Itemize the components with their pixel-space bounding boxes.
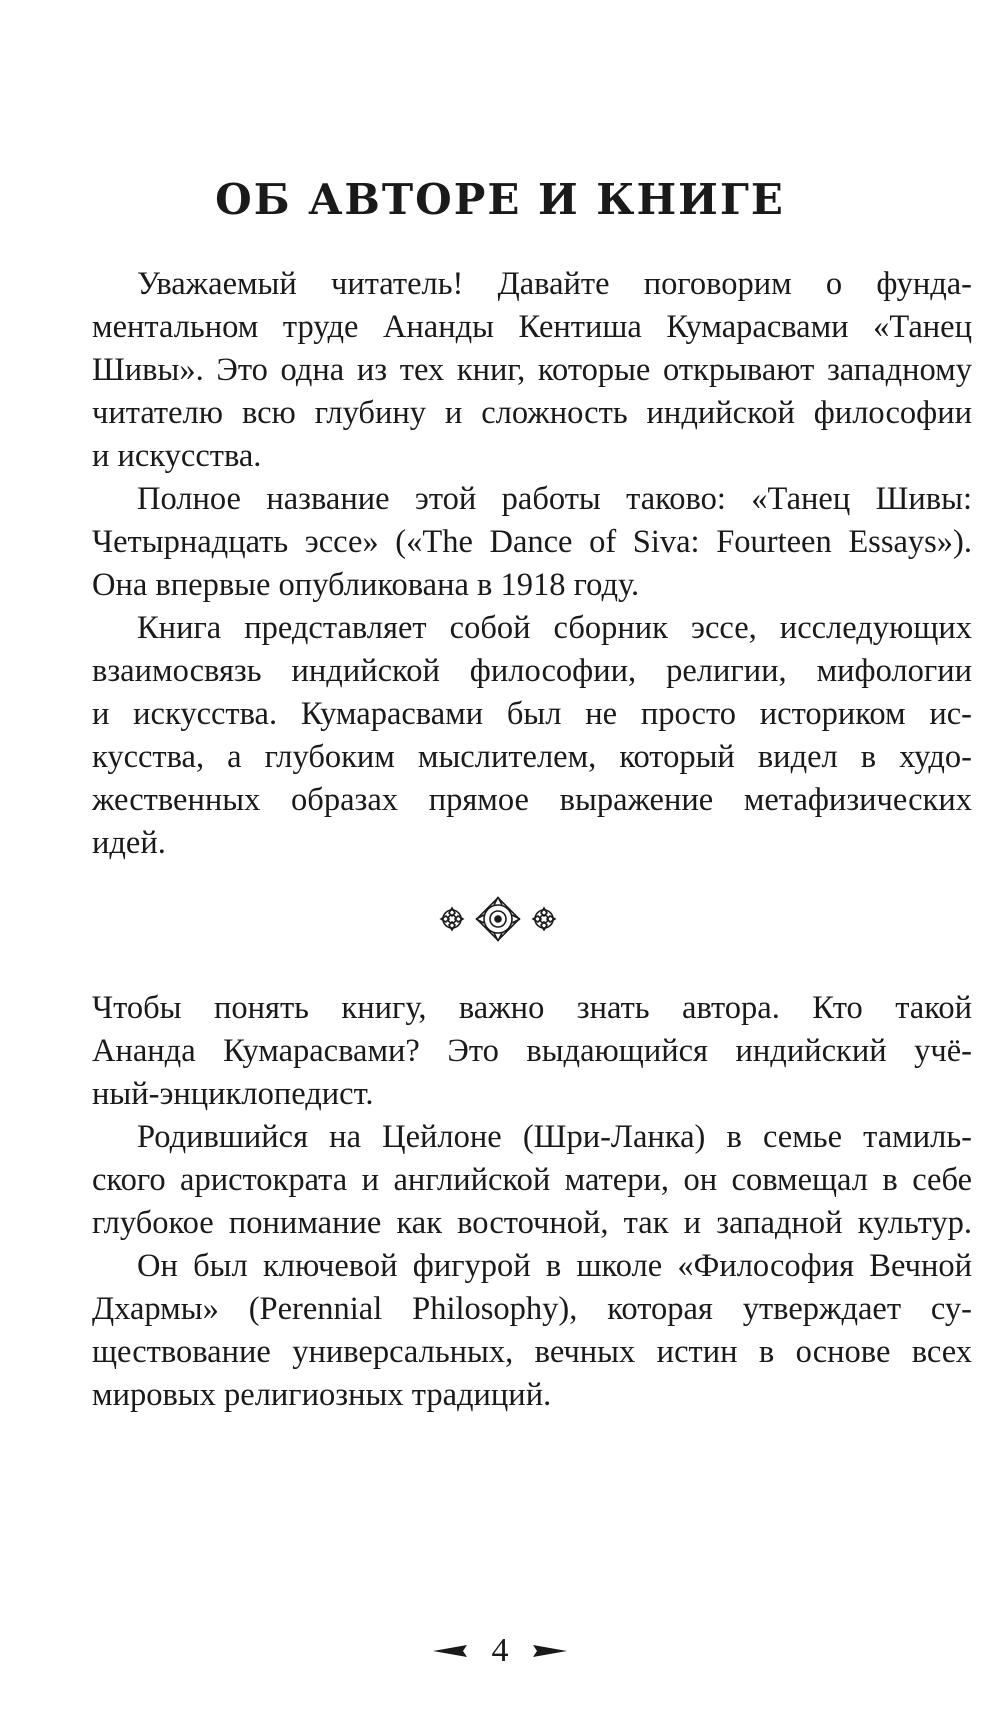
chapter-heading: ОБ АВТОРЕ И КНИГЕ <box>215 175 785 224</box>
paragraph <box>92 1245 972 1417</box>
text-section-2 <box>92 987 972 1417</box>
page-footer <box>0 1630 1000 1670</box>
text-line: кусства, а глубоким мыслителем, который видел в худо- <box>92 739 972 775</box>
text-line: ществование универсальных, вечных истин в основе всех <box>92 1334 972 1370</box>
text-line: читателю всю глубину и сложность индийской философии <box>92 395 972 431</box>
text-line: глубокое понимание как восточной, так и западной культур. <box>92 1205 972 1241</box>
paragraph <box>92 1116 972 1245</box>
text-line: Уважаемый читатель! Давайте поговорим о фунда- <box>137 266 972 302</box>
text-line: и искусства. Кумарасвами был не просто историком ис- <box>92 696 972 732</box>
floral-ornament-icon <box>436 895 560 943</box>
paragraph <box>92 987 972 1116</box>
text-line: ментальном труде Ананды Кентиша Кумарасвами «Танец <box>92 309 972 345</box>
text-line: взаимосвязь индийской философии, религии, мифологии <box>92 653 972 689</box>
page-number: 4 <box>491 1632 509 1670</box>
text-line: Дхармы» (Perennial Philosophy), которая утверждает су- <box>92 1291 972 1327</box>
text-line: Он был ключевой фигурой в школе «Философия Вечной <box>137 1248 972 1284</box>
text-line: мировых религиозных традиций. <box>92 1377 552 1413</box>
paragraph <box>92 607 972 865</box>
text-line: Она впервые опубликована в 1918 году. <box>92 567 640 603</box>
text-line: и искусства. <box>92 438 262 474</box>
text-line: Ананда Кумарасвами? Это выдающийся индийский учё- <box>92 1033 972 1069</box>
text-line: ского аристократа и английской матери, он совмещал в себе <box>92 1162 972 1198</box>
arrow-left-icon <box>433 1645 467 1657</box>
text-line: Чтобы понять книгу, важно знать автора. Кто такой <box>92 990 972 1026</box>
text-line: Книга представляет собой сборник эссе, исследующих <box>137 610 972 646</box>
text-line: Родившийся на Цейлоне (Шри-Ланка) в семье тамиль- <box>137 1119 972 1155</box>
arrow-right-icon <box>533 1645 567 1657</box>
text-section-1 <box>92 263 972 865</box>
text-line: Полное название этой работы таково: «Танец Шивы: <box>137 481 972 517</box>
text-line: Шивы». Это одна из тех книг, которые открывают западному <box>92 352 972 388</box>
paragraph <box>92 478 972 607</box>
text-line: жественных образах прямое выражение метафизических <box>92 782 972 818</box>
text-line: Четырнадцать эссе» («The Dance of Siva: Fourteen Essays»). <box>92 524 972 560</box>
paragraph <box>92 263 972 478</box>
text-line: ный-энциклопедист. <box>92 1076 374 1112</box>
text-line: идей. <box>92 825 166 861</box>
